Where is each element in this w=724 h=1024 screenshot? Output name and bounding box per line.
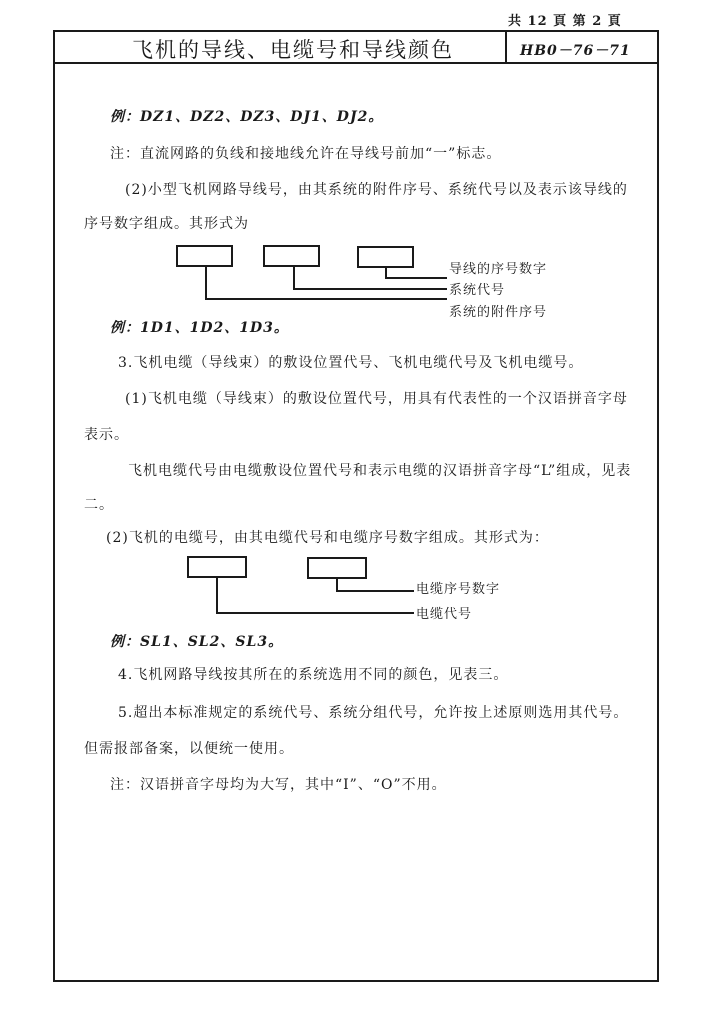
diagram1-label-accessory-serial: 系统的附件序号 bbox=[449, 305, 548, 320]
document-title: 飞机的导线、电缆号和导线颜色 bbox=[132, 38, 454, 62]
section-3-2-line-1: (2)飞机的电缆号，由其电缆代号和电缆序号数字组成。其形式为： bbox=[106, 530, 549, 546]
page-frame bbox=[53, 30, 659, 982]
example-line-1: 例：DZ1、DZ2、DZ3、DJ1、DJ2。 bbox=[110, 109, 384, 125]
section-3-1-line-2: 表示。 bbox=[84, 427, 129, 443]
example-line-3: 例：SL1、SL2、SL3。 bbox=[110, 634, 284, 650]
note-line-2: 注：汉语拼音字母均为大写，其中“I”、“O”不用。 bbox=[110, 777, 447, 793]
paragraph-2-line-2: 序号数字组成。其形式为 bbox=[84, 216, 249, 232]
section-3-heading: 3.飞机电缆（导线束）的敷设位置代号、飞机电缆代号及飞机电缆号。 bbox=[118, 355, 584, 371]
diagram1-label-system-code: 系统代号 bbox=[449, 283, 506, 298]
section-5-line-2: 但需报部备案，以便统一使用。 bbox=[84, 741, 294, 757]
example-line-2: 例：1D1、1D2、1D3。 bbox=[110, 320, 289, 336]
note-line-1: 注：直流网路的负线和接地线允许在导线号前加“一”标志。 bbox=[110, 146, 502, 162]
header-column-divider bbox=[505, 30, 507, 64]
diagram2-label-cable-serial: 电缆序号数字 bbox=[416, 582, 501, 597]
diagram2-label-cable-code: 电缆代号 bbox=[416, 607, 473, 622]
section-3-1-line-1: (1)飞机电缆（导线束）的敷设位置代号，用具有代表性的一个汉语拼音字母 bbox=[125, 391, 628, 407]
document-code: HB0－76－71 bbox=[520, 43, 631, 59]
section-3-1-line-3: 飞机电缆代号由电缆敷设位置代号和表示电缆的汉语拼音字母“L”组成，见表 bbox=[128, 463, 632, 479]
diagram1-box-2 bbox=[263, 245, 320, 267]
section-5-line-1: 5.超出本标准规定的系统代号、系统分组代号，允许按上述原则选用其代号。 bbox=[118, 705, 629, 721]
page-count: 共 12 頁 第 2 頁 bbox=[508, 14, 622, 29]
section-4: 4.飞机网路导线按其所在的系统选用不同的颜色，见表三。 bbox=[118, 667, 509, 683]
section-3-1-line-4: 二。 bbox=[84, 497, 114, 513]
diagram1-box-3 bbox=[357, 246, 414, 268]
diagram2-box-2 bbox=[307, 557, 367, 579]
diagram2-box-1 bbox=[187, 556, 247, 578]
diagram1-box-1 bbox=[176, 245, 233, 267]
diagram1-label-serial: 导线的序号数字 bbox=[449, 262, 548, 277]
paragraph-2-line-1: (2)小型飞机网路导线号，由其系统的附件序号、系统代号以及表示该导线的 bbox=[125, 182, 628, 198]
